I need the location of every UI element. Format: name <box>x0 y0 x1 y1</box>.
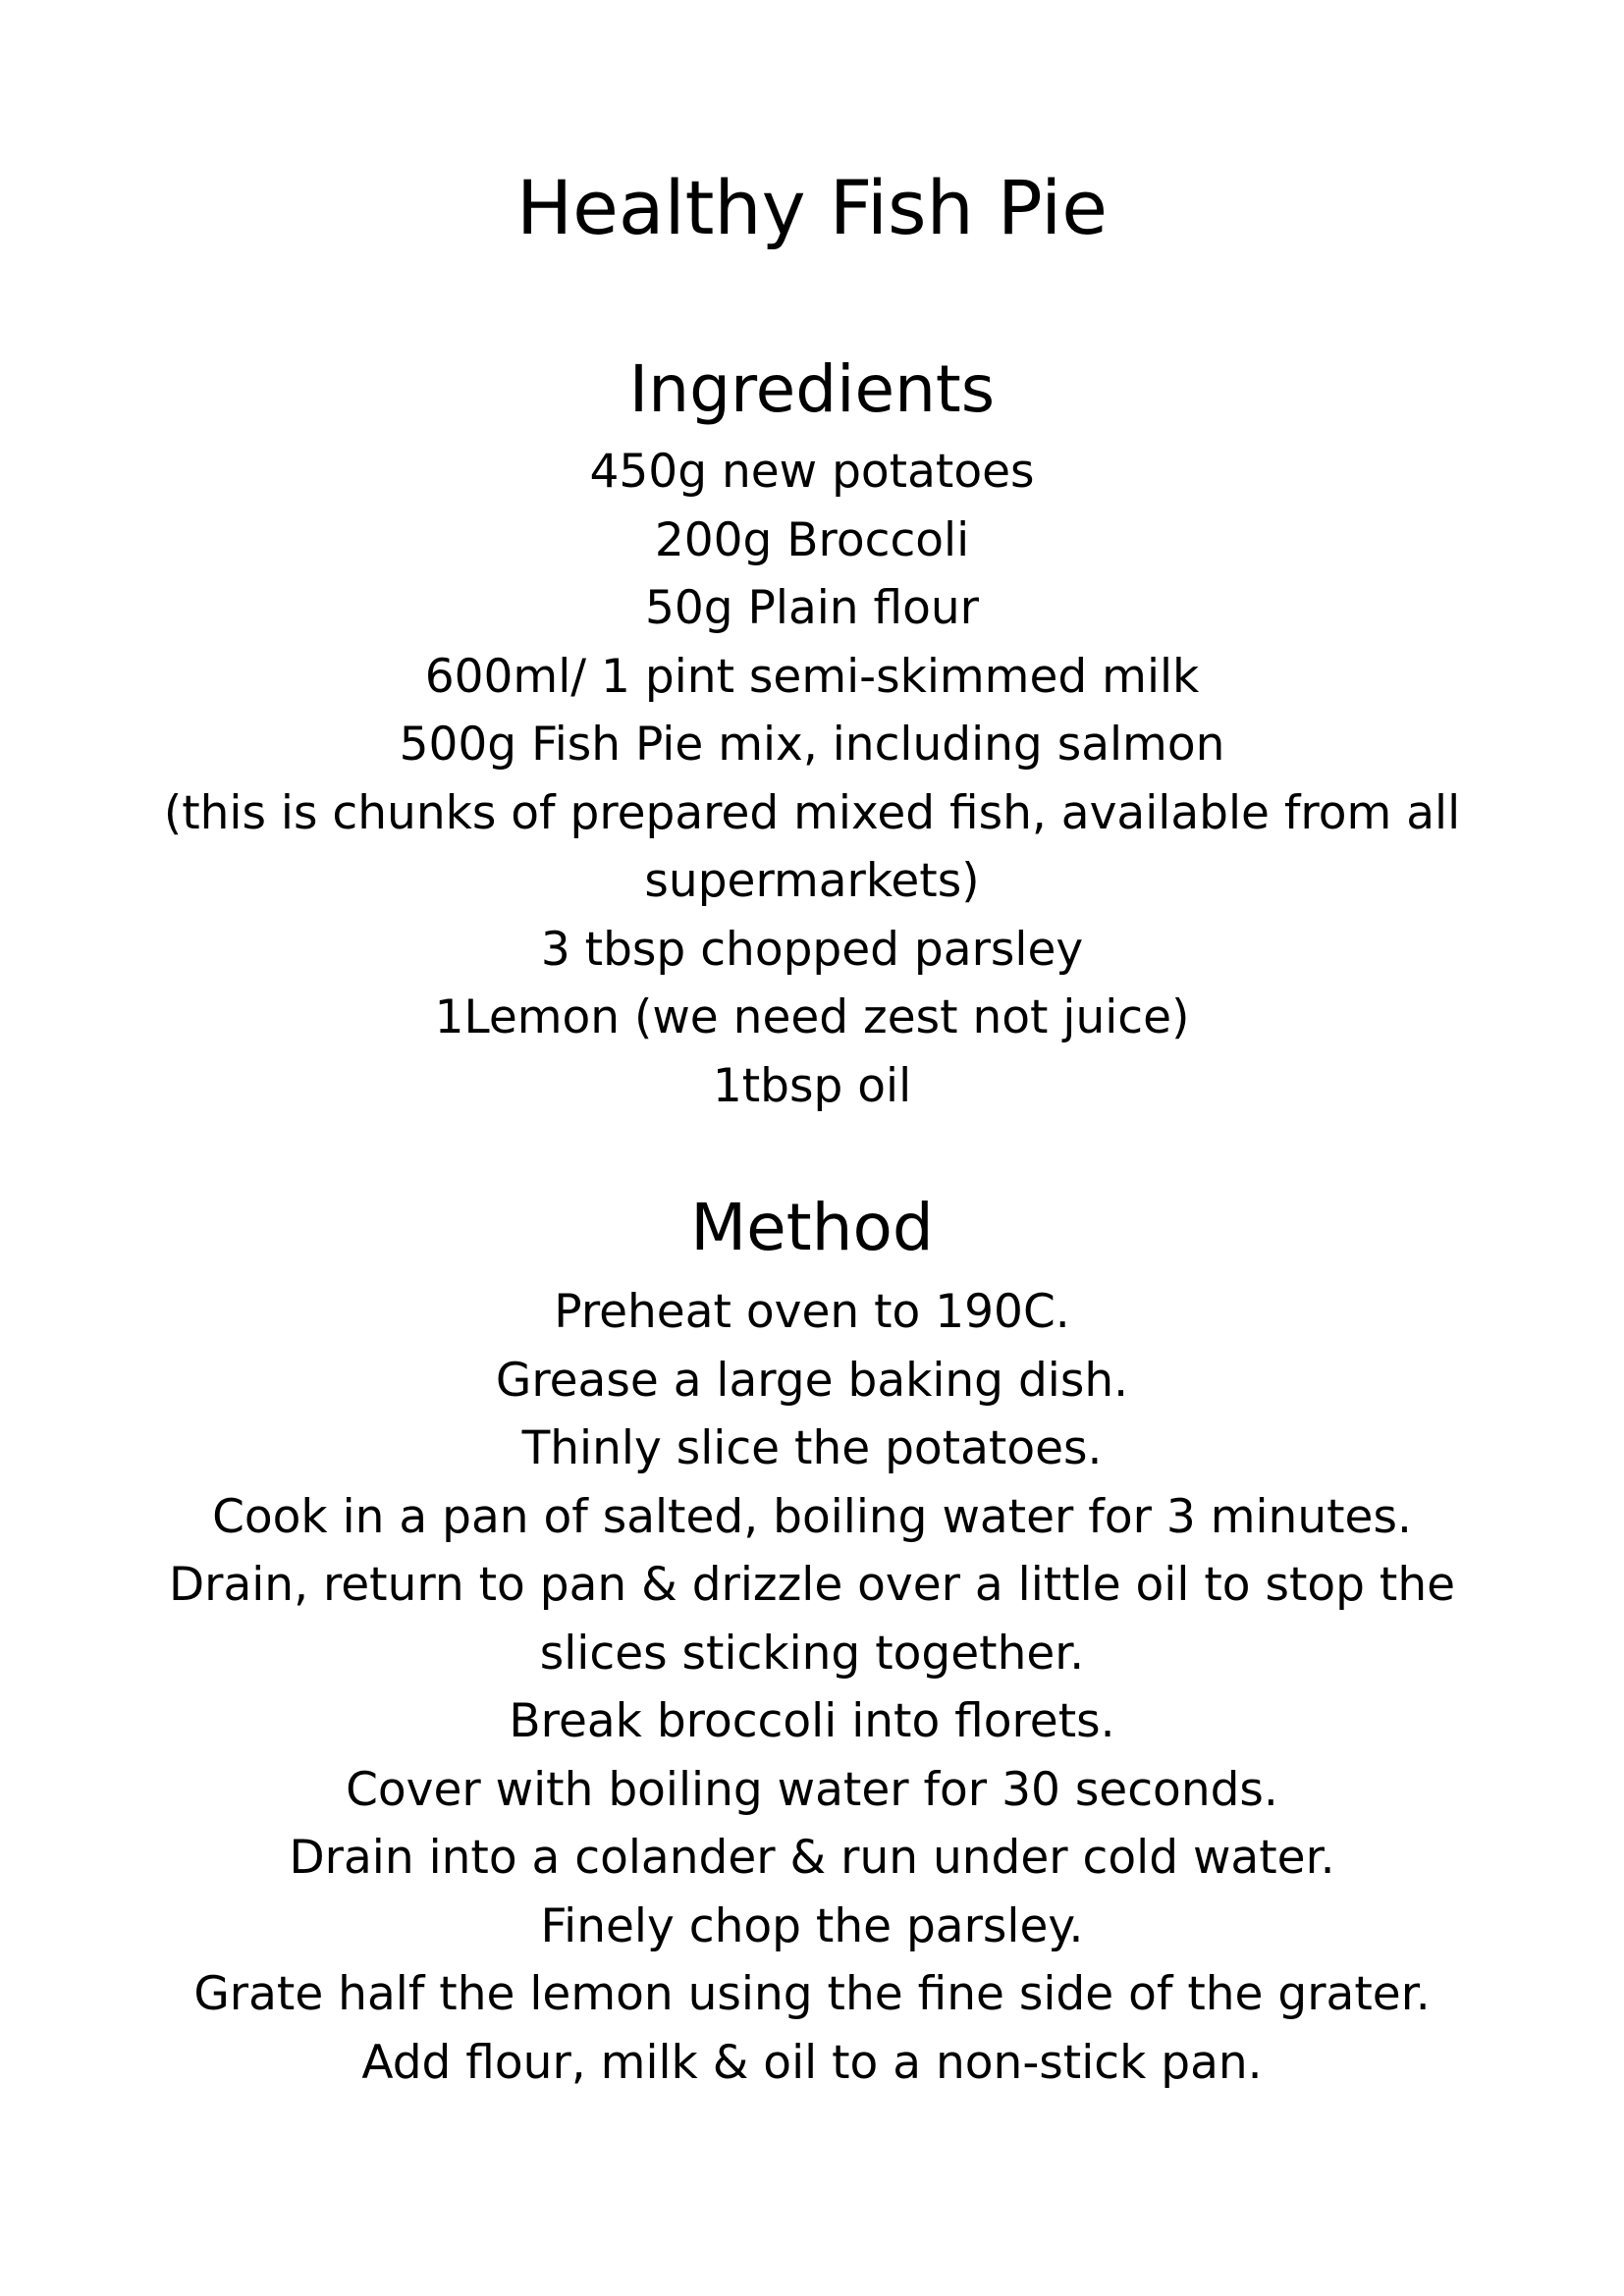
method-line: Drain, return to pan & drizzle over a little oil to stop the <box>168 1558 1456 1612</box>
method-line: Grate half the lemon using the fine side of the grater. <box>193 1967 1431 2021</box>
ingredient-line: 50g Plain flour <box>644 581 980 635</box>
recipe-title: Healthy Fish Pie <box>516 164 1108 251</box>
ingredient-line: 500g Fish Pie mix, including salmon <box>399 718 1225 772</box>
ingredient-line: 600ml/ 1 pint semi-skimmed milk <box>424 649 1200 704</box>
ingredient-line: 3 tbsp chopped parsley <box>540 922 1084 977</box>
method-line: Break broccoli into florets. <box>509 1694 1115 1748</box>
method-line: Cover with boiling water for 30 seconds. <box>346 1762 1278 1817</box>
ingredient-line: 1Lemon (we need zest not juice) <box>434 990 1190 1044</box>
ingredient-line: supermarkets) <box>644 854 980 908</box>
ingredients-list <box>157 438 1467 1120</box>
method-line: Finely chop the parsley. <box>540 1898 1084 1953</box>
method-line: Add flour, milk & oil to a non-stick pan. <box>361 2035 1263 2090</box>
method-line: Preheat oven to 190C. <box>554 1285 1070 1339</box>
method-line: Thinly slice the potatoes. <box>521 1421 1103 1475</box>
method-list <box>157 1278 1467 2097</box>
ingredient-line: 1tbsp oil <box>712 1058 912 1113</box>
method-line: slices sticking together. <box>539 1626 1085 1681</box>
ingredients-heading: Ingredients <box>628 351 996 427</box>
method-line: Cook in a pan of salted, boiling water for 3 minutes. <box>212 1489 1412 1544</box>
ingredient-line: 450g new potatoes <box>589 445 1035 499</box>
method-heading: Method <box>690 1190 934 1265</box>
method-line: Grease a large baking dish. <box>495 1353 1129 1408</box>
ingredient-line: 200g Broccoli <box>654 512 970 567</box>
method-line: Drain into a colander & run under cold water. <box>289 1831 1335 1885</box>
ingredient-line: (this is chunks of prepared mixed fish, available from all <box>163 785 1461 840</box>
